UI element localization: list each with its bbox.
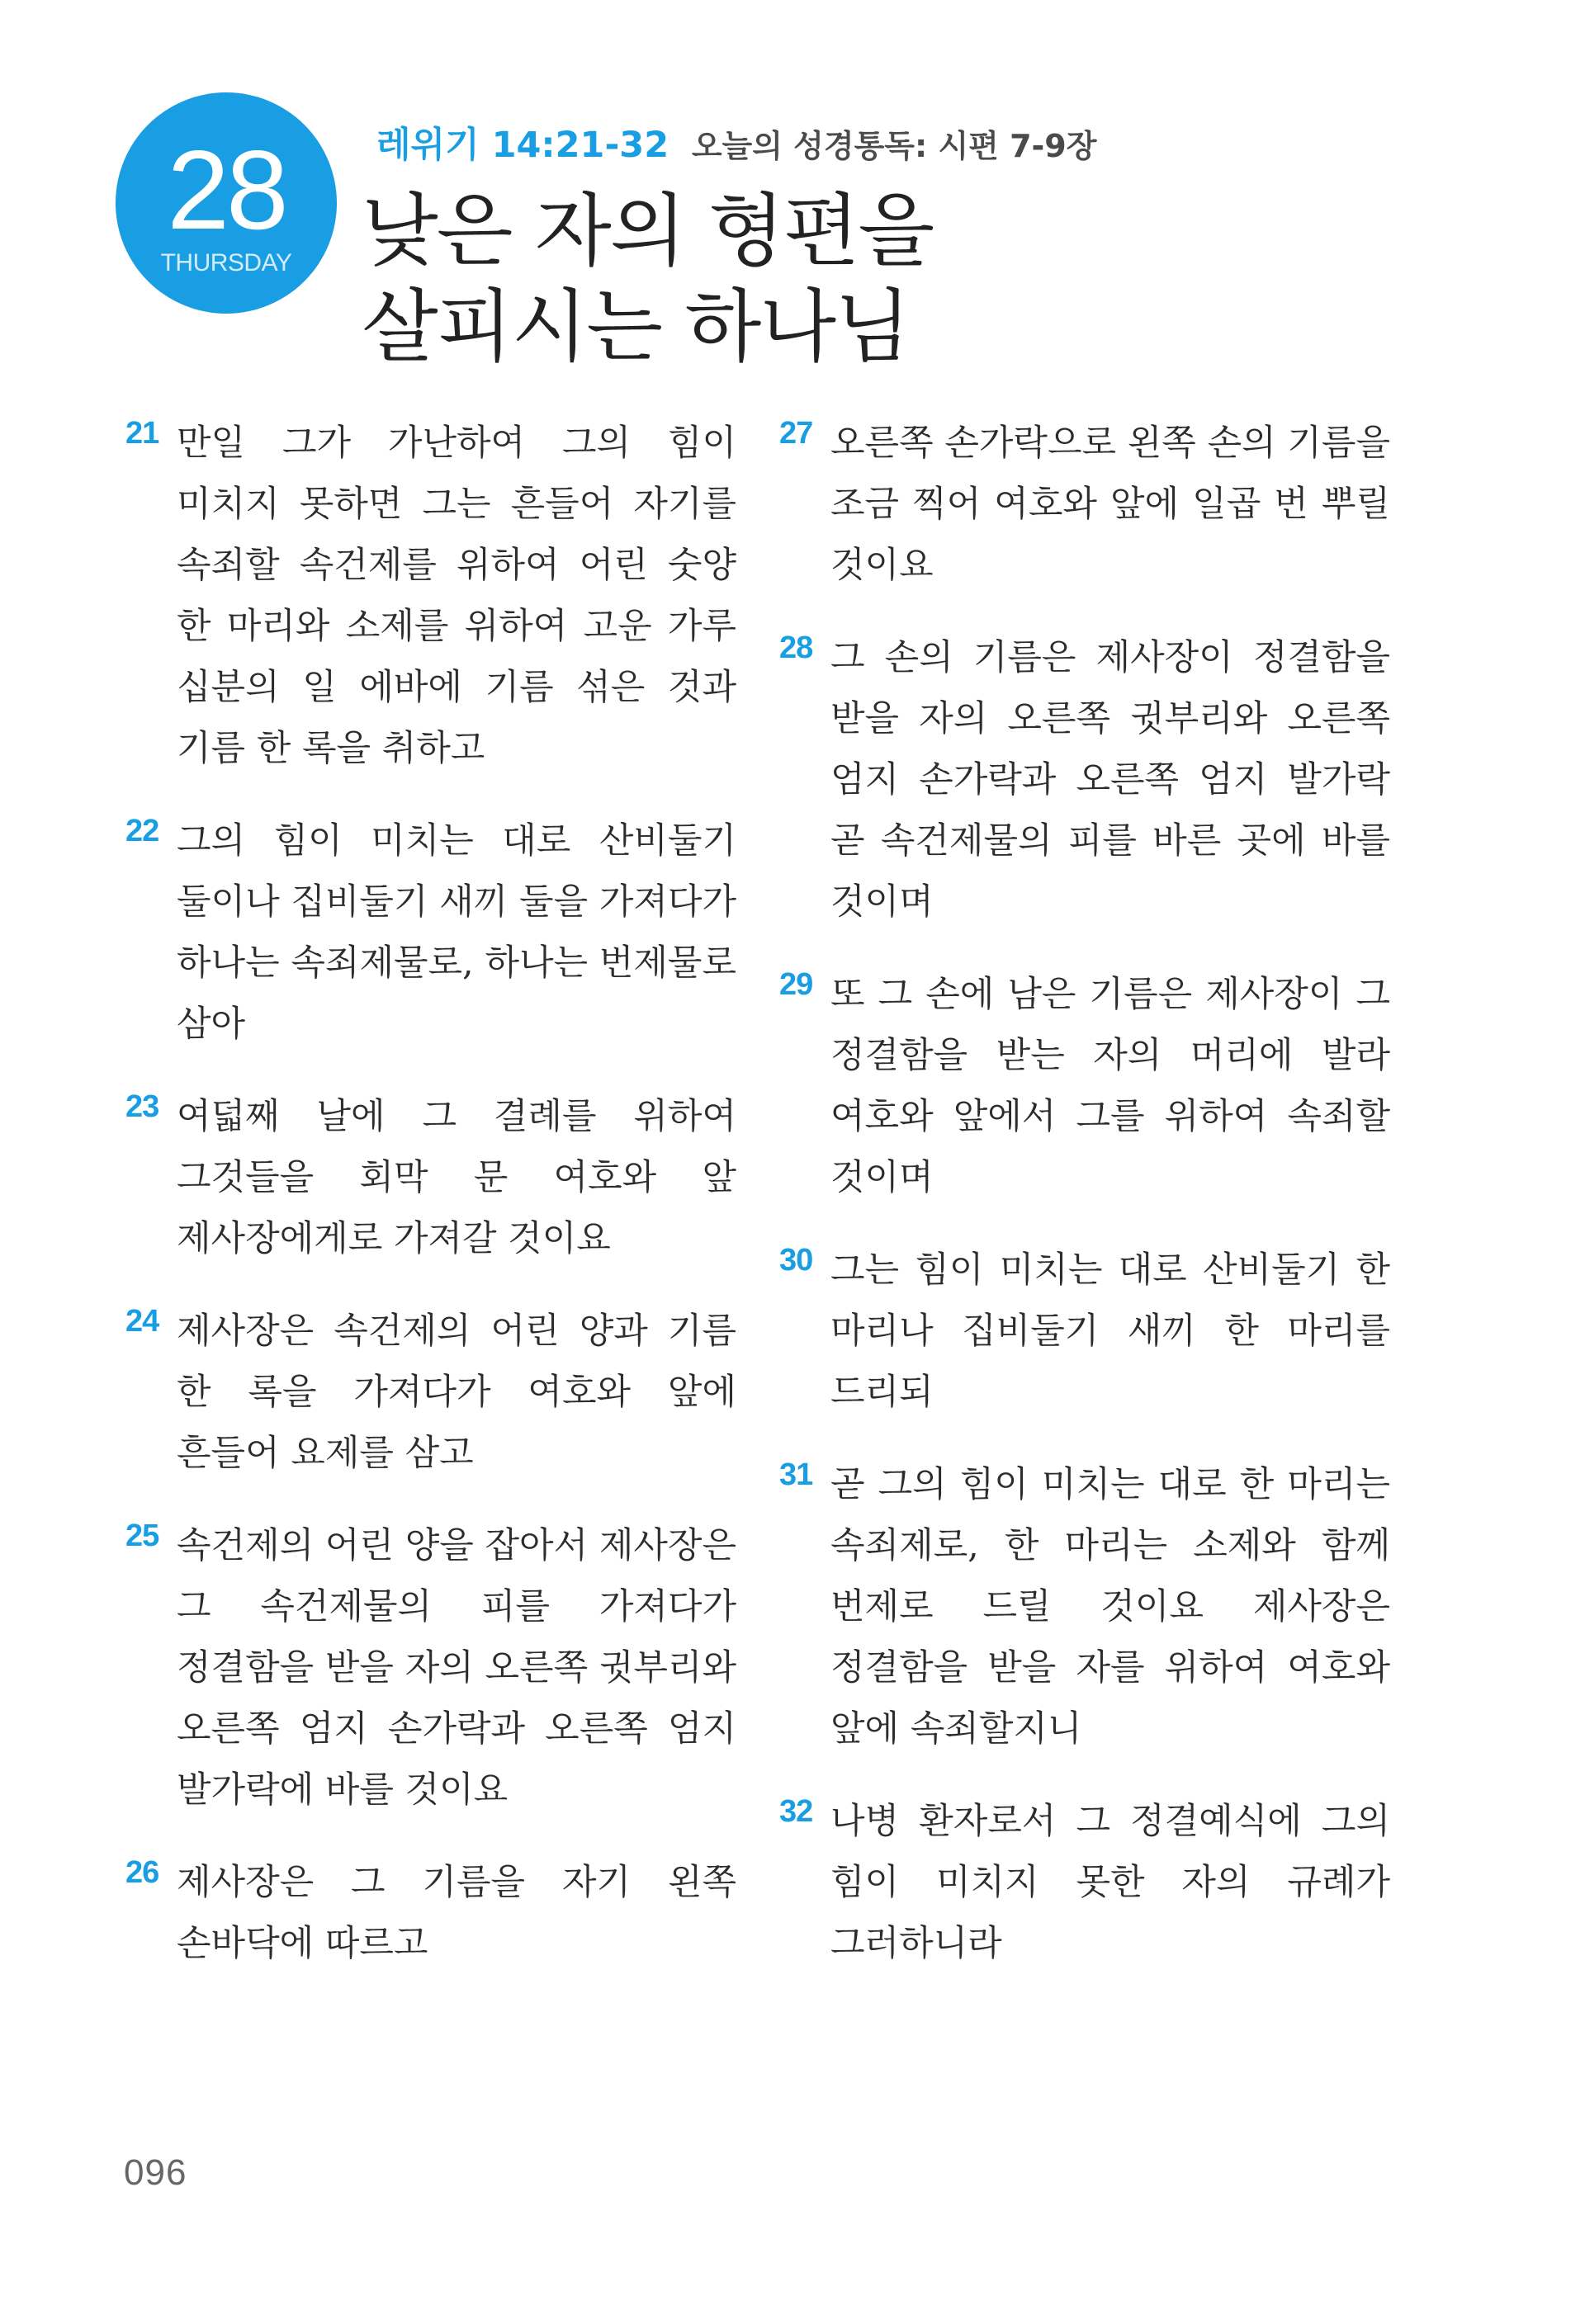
day-badge xyxy=(116,92,337,314)
reading-plan: 오늘의 성경통독: 시편 7-9장 xyxy=(691,128,1097,164)
page-number: 096 xyxy=(124,2152,187,2193)
verse xyxy=(779,1791,1390,1974)
verse-number: 31 xyxy=(779,1457,813,1492)
verse-number: 27 xyxy=(779,416,813,451)
verse xyxy=(125,1852,736,1974)
verse xyxy=(779,413,1390,596)
verse xyxy=(125,810,736,1055)
day-number: 28 xyxy=(167,127,286,253)
verse-text: 여덟째 날에 그 결례를 위하여 그것들을 회막 문 여호와 앞 제사장에게로 가져갈 것이요 xyxy=(177,1096,736,1259)
verse-column-right xyxy=(779,413,1390,2005)
verse xyxy=(779,1454,1390,1760)
verse xyxy=(125,1086,736,1269)
verse xyxy=(125,1515,736,1821)
verse xyxy=(125,413,736,779)
verse-number: 22 xyxy=(125,814,159,848)
verse-number: 30 xyxy=(779,1243,813,1278)
verse-text: 속건제의 어린 양을 잡아서 제사장은 그 속건제물의 피를 가져다가 정결함을 받을 자의 오른쪽 귓부리와 오른쪽 엄지 손가락과 오른쪽 엄지 발가락에 바를 것이요 xyxy=(177,1525,736,1811)
verse xyxy=(779,627,1390,933)
verse-text: 나병 환자로서 그 정결예식에 그의 힘이 미치지 못한 자의 규례가 그러하니라 xyxy=(830,1801,1390,1964)
verse-number: 21 xyxy=(125,416,159,451)
passage-reference: 레위기 14:21-32 xyxy=(376,125,669,166)
verse-number: 23 xyxy=(125,1089,159,1124)
verse-text: 곧 그의 힘이 미치는 대로 한 마리는 속죄제로, 한 마리는 소제와 함께 번제로 드릴 것이요 제사장은 정결함을 받을 자를 위하여 여호와 앞에 속죄할지니 xyxy=(830,1464,1390,1750)
verse-text: 그 손의 기름은 제사장이 정결함을 받을 자의 오른쪽 귓부리와 오른쪽 엄지 손가락과 오른쪽 엄지 발가락 곧 속건제물의 피를 바른 곳에 바를 것이며 xyxy=(830,637,1390,923)
verse-text: 오른쪽 손가락으로 왼쪽 손의 기름을 조금 찍어 여호와 앞에 일곱 번 뿌릴 것이요 xyxy=(830,423,1390,586)
verse-text: 또 그 손에 남은 기름은 제사장이 그 정결함을 받는 자의 머리에 발라 여호와 앞에서 그를 위하여 속죄할 것이며 xyxy=(830,974,1390,1198)
verse-number: 32 xyxy=(779,1794,813,1829)
day-name: THURSDAY xyxy=(160,249,292,276)
subtitle xyxy=(376,122,1096,169)
verse-number: 24 xyxy=(125,1304,159,1339)
verse-text: 그는 힘이 미치는 대로 산비둘기 한 마리나 집비둘기 새끼 한 마리를 드리되 xyxy=(830,1249,1390,1413)
title-line-2: 살피시는 하나님 xyxy=(362,281,910,373)
verse-column-left xyxy=(125,413,736,2005)
verse-number: 25 xyxy=(125,1519,159,1553)
verse xyxy=(779,964,1390,1208)
verse xyxy=(779,1240,1390,1423)
page-title xyxy=(362,183,933,375)
verse xyxy=(125,1301,736,1484)
verse-number: 29 xyxy=(779,967,813,1002)
verse-number: 28 xyxy=(779,631,813,665)
verse-number: 26 xyxy=(125,1855,159,1890)
verse-text: 그의 힘이 미치는 대로 산비둘기 둘이나 집비둘기 새끼 둘을 가져다가 하나는 속죄제물로, 하나는 번제물로 삼아 xyxy=(177,820,736,1045)
verse-text: 제사장은 그 기름을 자기 왼쪽 손바닥에 따르고 xyxy=(177,1862,736,1964)
verse-text: 제사장은 속건제의 어린 양과 기름 한 록을 가져다가 여호와 앞에 흔들어 요제를 삼고 xyxy=(177,1311,736,1474)
verse-text: 만일 그가 가난하여 그의 힘이 미치지 못하면 그는 흔들어 자기를 속죄할 속건제를 위하여 어린 숫양 한 마리와 소제를 위하여 고운 가루 십분의 일 에바에 기름 섞은 것과 기름 한 록을 취하고 xyxy=(177,423,736,769)
title-line-1: 낮은 자의 형편을 xyxy=(362,185,934,277)
